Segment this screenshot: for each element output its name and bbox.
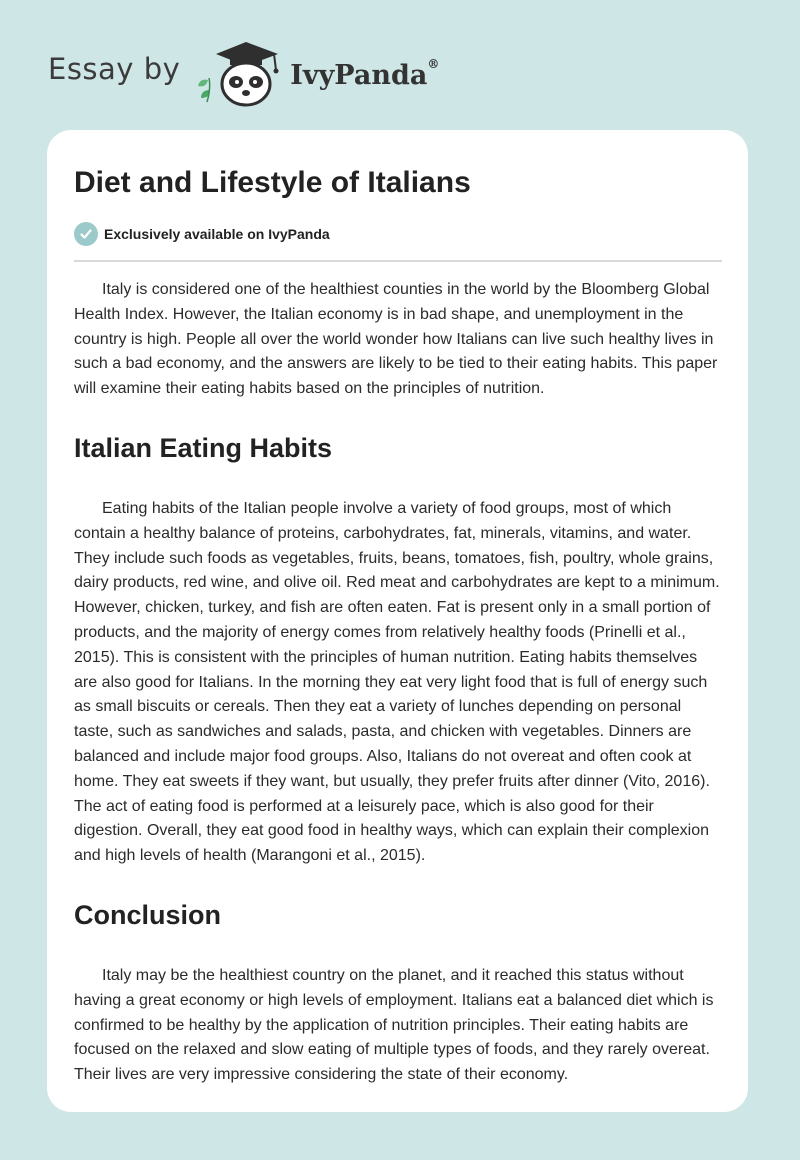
section-heading-conclusion: Conclusion [74,899,221,930]
registered-mark: ® [427,56,440,71]
essay-card [47,130,748,1112]
conclusion-paragraph: Italy may be the healthiest country on the planet, and it reached this status without having a great economy or high levels of employment. Italians eat a balanced diet which is confirmed to be healthy by the application of nutrition principles. Their eating habits are focused on the relaxed and slow eating of multiple types of foods, and they rarely overeat. Their lives are very impressive considering the state of their economy. [74,966,714,1084]
article-body [74,278,724,1088]
panda-graduate-icon [194,38,286,108]
exclusive-badge [74,222,330,246]
badge-label: Exclusively available on IvyPanda [104,226,330,242]
essay-by-label: Essay by [48,52,181,86]
divider [74,260,722,262]
section-heading-eating-habits: Italian Eating Habits [74,432,333,463]
page-title: Diet and Lifestyle of Italians [74,166,471,199]
site-header [48,38,439,108]
intro-paragraph: Italy is considered one of the healthiest counties in the world by the Bloomberg Global Health Index. However, the Italian economy is in bad shape, and unemployment in the country is high. People all over the world wonder how Italians can live such healthy lives in such a bad economy, and the answers are likely to be tied to their eating habits. This paper will examine their eating habits based on the principles of nutrition. [74,281,718,398]
brand-name: IvyPanda® [290,56,440,91]
eating-habits-paragraph: Eating habits of the Italian people involve a variety of food groups, most of which contain a healthy balance of proteins, carbohydrates, fat, minerals, vitamins, and water. They include such foods as vegetables, fruits, beans, tomatoes, fish, poultry, whole grains, dairy products, red wine, and olive oil. Red meat and carbohydrates are kept to a minimum. However, chicken, turkey, and fish are often eaten. Fat is present only in a small portion of products, and the majority of energy comes from relatively healthy foods (Prinelli et al., 2015). This is consistent with the principles of human nutrition. Eating habits themselves are also good for Italians. In the morning they eat very light food that is full of energy such as small biscuits or cereals. Then they eat a variety of lunches depending on personal taste, such as sandwiches and salads, pasta, and chicken with vegetables. Dinners are balanced and include major food groups. Also, Italians do not overeat and often cook at home. They eat sweets if they want, but usually, they prefer fruits after dinner (Vito, 2016). The act of eating food is performed at a leisurely pace, which is also good for their digestion. Overall, they eat good food in healthy ways, which can explain their complexion and high levels of health (Marangoni et al., 2015). [74,499,720,865]
check-icon [74,222,98,246]
